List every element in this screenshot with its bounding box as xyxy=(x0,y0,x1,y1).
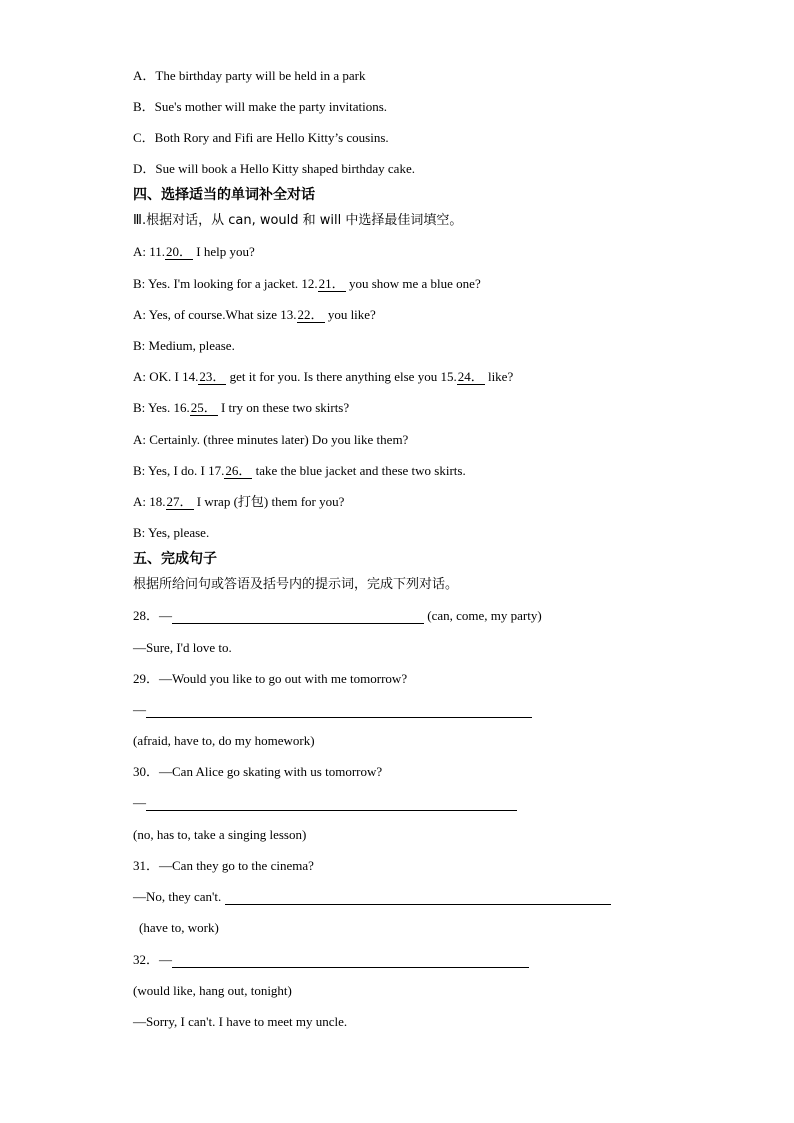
question-32 xyxy=(133,952,529,968)
section-4-heading: 四、选择适当的单词补全对话 xyxy=(133,187,315,203)
question-30: 30．—Can Alice go skating with us tomorrow? xyxy=(133,764,383,779)
hint-text: (can, come, my party) xyxy=(424,608,542,623)
line-text: A: Yes, of course.What size 13. xyxy=(133,307,297,322)
answer-line[interactable] xyxy=(146,703,532,718)
question-32-hint: (would like, hang out, tonight) xyxy=(133,983,292,998)
question-29-answer xyxy=(133,702,532,718)
question-30-answer xyxy=(133,795,517,811)
answer-blank: 21． xyxy=(318,276,345,291)
line-text: A: OK. I 14. xyxy=(133,369,199,384)
question-lead: 28．— xyxy=(133,608,173,623)
dialogue-line xyxy=(133,463,466,479)
question-31-answer xyxy=(133,889,611,905)
answer-line[interactable] xyxy=(225,890,611,905)
answer-blank: 24． xyxy=(457,369,484,384)
line-text: B: Yes. I'm looking for a jacket. 12. xyxy=(133,276,318,291)
line-text: you show me a blue one? xyxy=(345,276,481,291)
line-text: B: Yes. 16. xyxy=(133,400,190,415)
dialogue-line: B: Yes, please. xyxy=(133,525,210,540)
line-text: A: 18. xyxy=(133,494,166,509)
answer-blank: 23． xyxy=(199,369,226,384)
answer-blank: 26． xyxy=(225,463,252,478)
line-text: like? xyxy=(484,369,514,384)
line-text: A: 11. xyxy=(133,244,166,259)
question-31: 31．—Can they go to the cinema? xyxy=(133,858,314,873)
answer-line[interactable] xyxy=(172,953,529,968)
dash: — xyxy=(133,795,146,810)
section-5-instruction: 根据所给问句或答语及括号内的提示词，完成下列对话。 xyxy=(133,577,459,592)
answer-line[interactable] xyxy=(172,609,424,624)
dialogue-line xyxy=(133,400,349,416)
section-5-heading: 五、完成句子 xyxy=(133,551,217,567)
dialogue-line xyxy=(133,276,481,292)
question-28-reply: —Sure, I'd love to. xyxy=(133,640,232,655)
dash: — xyxy=(133,702,146,717)
option-c: C．Both Rory and Fifi are Hello Kitty’s cousins. xyxy=(133,130,389,145)
line-text: I wrap (打包) them for you? xyxy=(193,494,345,509)
line-text: get it for you. Is there anything else you 15. xyxy=(226,369,457,384)
question-30-hint: (no, has to, take a singing lesson) xyxy=(133,827,307,842)
question-32-reply: —Sorry, I can't. I have to meet my uncle. xyxy=(133,1014,348,1029)
dialogue-line: A: Certainly. (three minutes later) Do you like them? xyxy=(133,432,409,447)
option-d: D．Sue will book a Hello Kitty shaped birthday cake. xyxy=(133,161,415,176)
question-31-hint: (have to, work) xyxy=(139,920,219,935)
option-b: B．Sue's mother will make the party invitations. xyxy=(133,99,388,114)
answer-blank: 22． xyxy=(297,307,324,322)
line-text: B: Yes, I do. I 17. xyxy=(133,463,225,478)
question-28 xyxy=(133,608,542,624)
section-4-instruction: Ⅲ.根据对话，从 can, would 和 will 中选择最佳词填空。 xyxy=(133,213,463,228)
answer-line[interactable] xyxy=(146,796,517,811)
dialogue-line xyxy=(133,307,376,323)
dialogue-line xyxy=(133,244,255,260)
line-text: I help you? xyxy=(193,244,255,259)
dialogue-line xyxy=(133,369,513,385)
dialogue-line xyxy=(133,494,344,510)
question-29: 29．—Would you like to go out with me tomorrow? xyxy=(133,671,408,686)
answer-blank: 20． xyxy=(166,244,193,259)
option-a: A．The birthday party will be held in a park xyxy=(133,68,366,83)
answer-blank: 25． xyxy=(190,400,217,415)
question-29-hint: (afraid, have to, do my homework) xyxy=(133,733,315,748)
question-lead: 32．— xyxy=(133,952,173,967)
answer-prefix: —No, they can't. xyxy=(133,889,225,904)
line-text: you like? xyxy=(324,307,376,322)
line-text: take the blue jacket and these two skirts. xyxy=(252,463,466,478)
line-text: I try on these two skirts? xyxy=(217,400,350,415)
dialogue-line: B: Medium, please. xyxy=(133,338,235,353)
answer-blank: 27． xyxy=(166,494,193,509)
